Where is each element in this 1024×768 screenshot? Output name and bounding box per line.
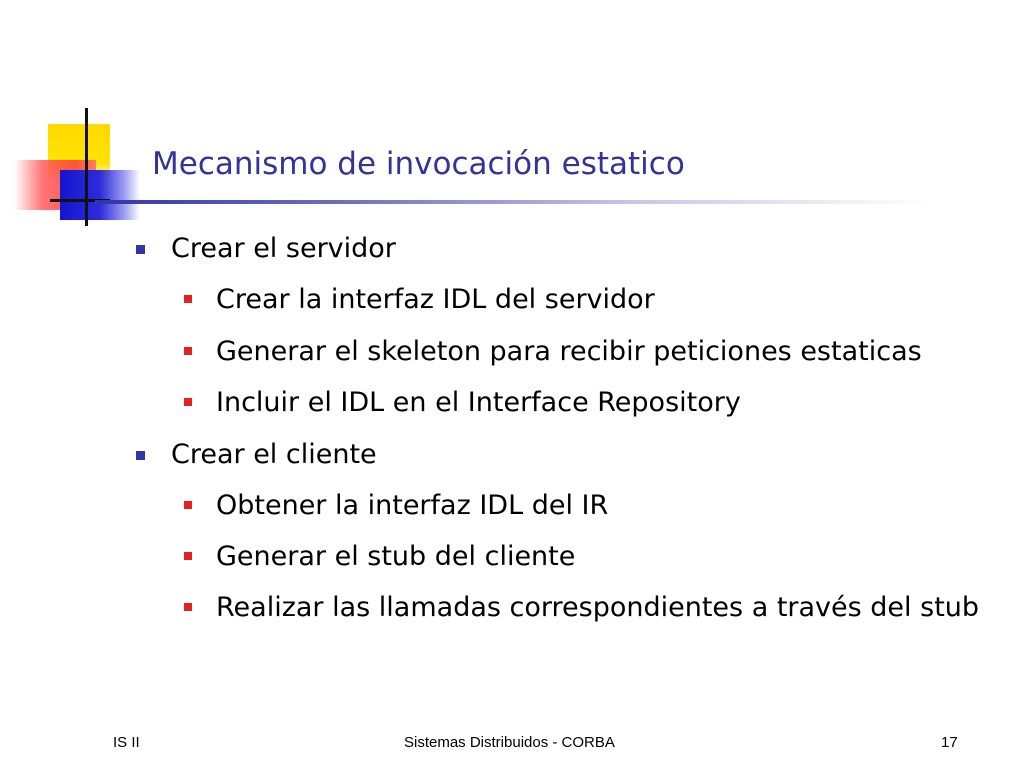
- footer-center-text: Sistemas Distribuidos - CORBA: [404, 734, 615, 751]
- sub-bullet-text: Generar el stub del cliente: [216, 541, 576, 572]
- square-bullet-icon: [184, 347, 192, 355]
- page-number: 17: [941, 734, 958, 751]
- sub-bullet-text: Crear la interfaz IDL del servidor: [216, 284, 655, 315]
- decorative-logo: [0, 0, 140, 230]
- sub-bullet-text: Generar el skeleton para recibir peticiones estaticas: [216, 336, 922, 367]
- square-bullet-icon: [136, 245, 145, 254]
- square-bullet-icon: [184, 398, 192, 406]
- footer-left-text: IS II: [113, 734, 140, 751]
- title-underline: [95, 200, 930, 204]
- vertical-line-shape: [85, 108, 88, 226]
- square-bullet-icon: [184, 552, 192, 560]
- slide-title: Mecanismo de invocación estatico: [152, 146, 685, 182]
- bullet-text: Crear el servidor: [171, 233, 396, 264]
- blue-square-shape: [60, 170, 140, 220]
- bullet-text: Crear el cliente: [171, 439, 377, 470]
- sub-bullet-text: Incluir el IDL en el Interface Repository: [216, 387, 741, 418]
- sub-bullet-text: Realizar las llamadas correspondientes a través del stub: [216, 592, 980, 623]
- square-bullet-icon: [184, 603, 192, 611]
- sub-bullet-text: Obtener la interfaz IDL del IR: [216, 490, 609, 521]
- square-bullet-icon: [184, 295, 192, 303]
- square-bullet-icon: [136, 451, 145, 460]
- square-bullet-icon: [184, 501, 192, 509]
